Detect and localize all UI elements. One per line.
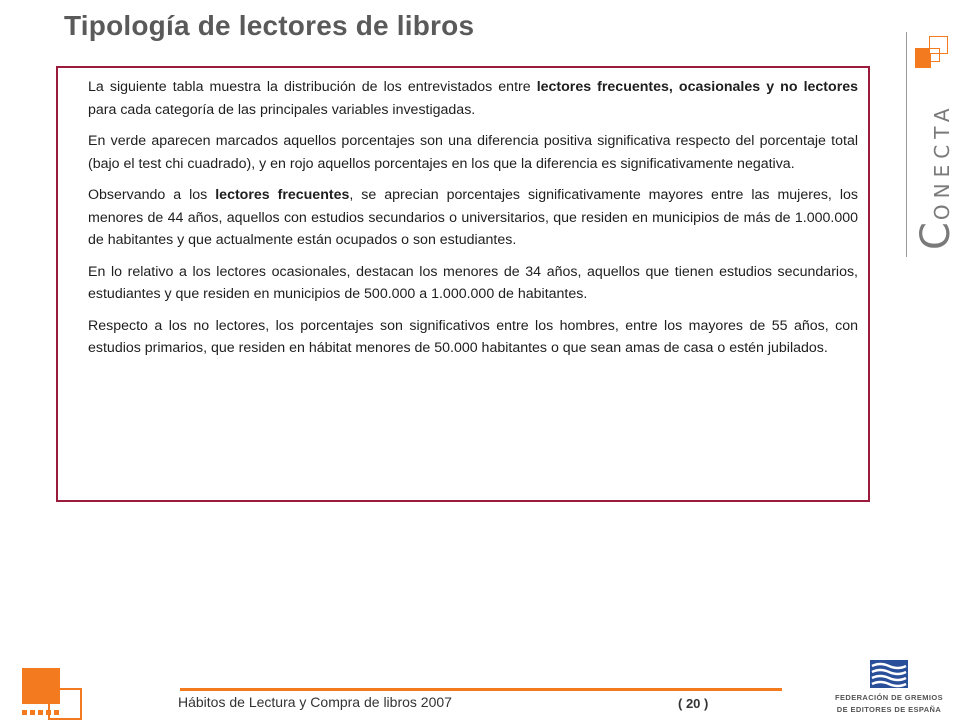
brand-wordmark [913, 102, 959, 250]
brand-initial: C [913, 220, 959, 250]
intro-text-c: para cada categoría de las principales variables investigadas. [88, 101, 476, 118]
federation-line-2: DE EDITORES DE ESPAÑA [836, 705, 942, 714]
intro-text-bold: lectores frecuentes, ocasionales y no lectores [536, 79, 858, 95]
page-number: ( 20 ) [678, 696, 709, 711]
frequent-text-bold: lectores frecuentes [215, 187, 350, 203]
federation-logo-icon [870, 660, 908, 688]
page-title: Tipología de lectores de libros [64, 10, 475, 41]
decor-dots [22, 710, 59, 716]
brand-square-outline-small [926, 48, 940, 62]
paragraph-occasional: En lo relativo a los lectores ocasionales, destacan los menores de 34 años, aquellos que tienen estudios secundarios, estudiantes y que residen en municipios de 500.000 a 1.000.000 de habitantes. [88, 263, 858, 302]
footer-rule [180, 688, 782, 691]
federation-line-1: FEDERACIÓN DE GREMIOS [835, 693, 943, 702]
paragraph-colors: En verde aparecen marcados aquellos porcentajes son una diferencia positiva significativa respecto del porcentaje total (bajo el test chi cuadrado), y en rojo aquellos porcentajes en los que la diferencia es significativamente negativa. [88, 133, 858, 172]
frequent-text-c: , se aprecian porcentajes significativamente mayores entre las mujeres, los menores de 44 años, aquellos con estudios secundarios o universitarios, que residen en municipios de más de 1.000.000 de habitantes y que actualmente están ocupados o son estudiantes. [88, 187, 858, 248]
paragraph-frequent [88, 184, 858, 252]
paragraph-intro [88, 76, 858, 121]
content-box [56, 66, 870, 502]
federation-name [822, 692, 956, 716]
intro-text-a: La siguiente tabla muestra la distribución de los entrevistados entre [88, 79, 537, 95]
frequent-text-a: Observando a los [88, 187, 216, 203]
brand-rest: ONECTA [930, 102, 954, 221]
paragraph-non-readers: Respecto a los no lectores, los porcentajes son significativos entre los hombres, entre los mayores de 55 años, con estudios primarios, que residen en hábitat menores de 50.000 habitantes o que sean amas de casa o estén jubilados. [88, 317, 858, 356]
footer-title: Hábitos de Lectura y Compra de libros 2007 [178, 694, 452, 710]
brand-divider [906, 32, 907, 257]
